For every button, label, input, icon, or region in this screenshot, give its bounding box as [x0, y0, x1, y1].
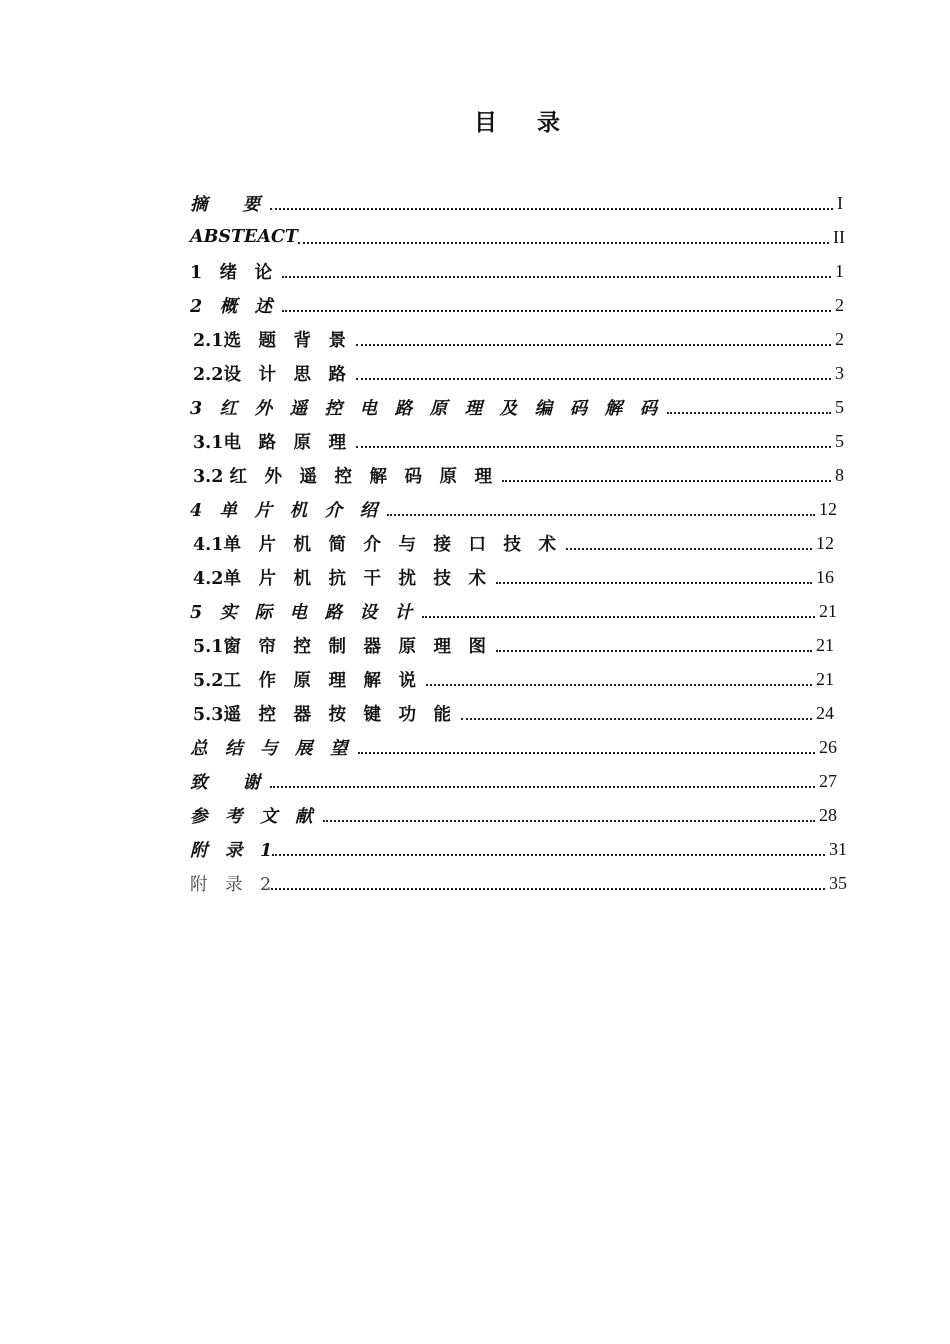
toc-entry-label: 4 单 片 机 介 绍 [190, 500, 378, 521]
toc-entry-page: 27 [819, 770, 837, 791]
dot-leader [270, 207, 833, 210]
toc-entry-page: 35 [829, 872, 847, 893]
toc-entry-appendix-1[interactable] [190, 832, 847, 866]
dot-leader [323, 819, 816, 822]
toc-entry-page: 28 [819, 804, 837, 825]
dot-leader [298, 241, 829, 244]
toc-entry-page: 5 [835, 396, 844, 417]
toc-entry-label: 5 实 际 电 路 设 计 [190, 602, 413, 623]
toc-entry-5-1[interactable] [190, 628, 834, 662]
toc-entry-label: 3.2 红 外 遥 控 解 码 原 理 [193, 466, 493, 487]
toc-entry-label: 2.1选 题 背 景 [193, 330, 346, 351]
toc-entry-chapter-4[interactable] [190, 492, 837, 526]
toc-entry-page: 16 [816, 566, 834, 587]
toc-entry-chapter-2[interactable] [190, 288, 844, 322]
dot-leader [426, 683, 812, 686]
toc-entry-page: 8 [835, 464, 844, 485]
toc-entry-label: 附 录 1 [190, 840, 273, 861]
toc-entry-5-3[interactable] [190, 696, 834, 730]
toc-entry-page: 1 [835, 260, 844, 281]
dot-leader [422, 615, 815, 618]
toc-entry-page: I [837, 192, 843, 213]
toc-entry-label: 5.2工 作 原 理 解 说 [193, 670, 416, 691]
toc-entry-2-2[interactable] [190, 356, 844, 390]
dot-leader [272, 853, 825, 856]
dot-leader [502, 479, 831, 482]
dot-leader [387, 513, 815, 516]
toc-entry-label: 4.1单 片 机 简 介 与 接 口 技 术 [193, 534, 556, 555]
toc-entry-acknowledgements[interactable] [190, 764, 837, 798]
dot-leader [356, 445, 831, 448]
toc-entry-label: 摘 要 [190, 194, 260, 215]
toc-entry-page: 24 [816, 702, 834, 723]
toc-entry-label: 2.2设 计 思 路 [193, 364, 346, 385]
toc-entry-label: 参 考 文 献 [190, 806, 313, 827]
toc-entry-abstract-en[interactable] [190, 220, 845, 254]
toc-entry-3-1[interactable] [190, 424, 844, 458]
toc-entry-2-1[interactable] [190, 322, 844, 356]
toc-entry-label: 5.3遥 控 器 按 键 功 能 [193, 704, 451, 725]
toc-entry-page: 21 [816, 668, 834, 689]
page-title [0, 104, 950, 137]
dot-leader [282, 309, 831, 312]
dot-leader [356, 377, 831, 380]
dot-leader [667, 411, 831, 414]
toc-entry-chapter-3[interactable] [190, 390, 844, 424]
toc-entry-page: II [833, 226, 845, 247]
dot-leader [461, 717, 812, 720]
toc-entry-label: 1 绪 论 [190, 262, 273, 283]
toc-entry-page: 5 [835, 430, 844, 451]
toc-entry-3-2[interactable] [190, 458, 844, 492]
toc-entry-label: 5.1窗 帘 控 制 器 原 理 图 [193, 636, 486, 657]
toc-entry-page: 31 [829, 838, 847, 859]
toc-entry-references[interactable] [190, 798, 837, 832]
toc-entry-page: 12 [816, 532, 834, 553]
dot-leader [358, 751, 816, 754]
toc-entry-appendix-2[interactable] [190, 866, 847, 900]
dot-leader [282, 275, 831, 278]
toc-entry-page: 2 [835, 294, 844, 315]
toc-entry-label: 总 结 与 展 望 [190, 738, 348, 759]
dot-leader [496, 649, 812, 652]
title-char-1: 目 [474, 109, 497, 136]
toc-entry-summary[interactable] [190, 730, 837, 764]
dot-leader [496, 581, 812, 584]
dot-leader [270, 785, 815, 788]
toc-entry-4-1[interactable] [190, 526, 834, 560]
dot-leader [356, 343, 831, 346]
toc-entry-4-2[interactable] [190, 560, 834, 594]
toc-entry-page: 21 [816, 634, 834, 655]
toc-entry-label: 3.1电 路 原 理 [193, 432, 346, 453]
toc-entry-label: 3 红 外 遥 控 电 路 原 理 及 编 码 解 码 [190, 398, 658, 419]
title-char-2: 录 [537, 109, 560, 136]
toc-entry-label: 4.2单 片 机 抗 干 扰 技 术 [193, 568, 486, 589]
toc-entry-5-2[interactable] [190, 662, 834, 696]
dot-leader [566, 547, 812, 550]
dot-leader [271, 887, 825, 890]
toc-entry-chapter-1[interactable] [190, 254, 844, 288]
toc-entry-page: 12 [819, 498, 837, 519]
toc-entry-page: 21 [819, 600, 837, 621]
toc-entry-label: 附 录 2 [190, 874, 272, 895]
toc-entry-label: 2 概 述 [190, 296, 273, 317]
toc-entry-page: 26 [819, 736, 837, 757]
toc-entry-abstract-cn[interactable] [190, 186, 843, 220]
toc-entry-chapter-5[interactable] [190, 594, 837, 628]
toc-entry-label: 致 谢 [190, 772, 260, 793]
toc-entry-label: ABSTEACT [190, 227, 298, 247]
toc-entry-page: 2 [835, 328, 844, 349]
toc-entry-page: 3 [835, 362, 844, 383]
